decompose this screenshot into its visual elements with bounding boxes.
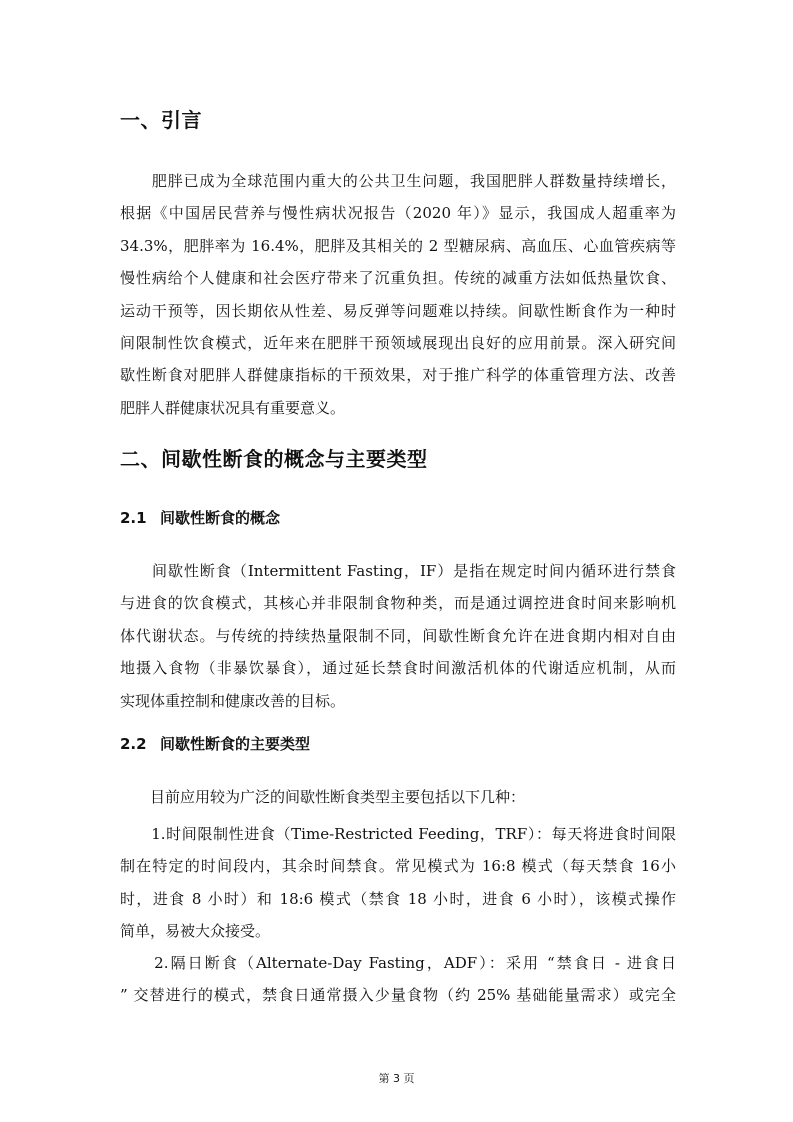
paragraph-line: 简单，易被大众接受。 [120,922,271,941]
section-2-heading: 二、间歇性断食的概念与主要类型 [120,447,428,471]
subsection-number: 2.1 [120,509,147,527]
subsection-number: 2.2 [120,735,147,753]
subsection-2-2-heading [120,733,310,754]
paragraph-line: 肥胖已成为全球范围内重大的公共卫生问题，我国肥胖人群数量持续增长， [120,172,676,190]
paragraph-line: 34.3%，肥胖率为 16.4%，肥胖及其相关的 2 型糖尿病、高血压、心血管疾病等 [120,236,676,255]
type-item-2 [120,947,676,1012]
paragraph-line: 间歇性断食（Intermittent Fasting，IF）是指在规定时间内循环进行禁食 [120,562,676,580]
subsection-2-1-heading [120,507,280,528]
paragraph-line: ” 交替进行的模式，禁食日通常摄入少量食物（约 25% 基础能量需求）或完全 [120,986,676,1005]
paragraph-line: 目前应用较为广泛的间歇性断食类型主要包括以下几种： [120,788,526,806]
paragraph-line: 时，进食 8 小时）和 18:6 模式（禁食 18 小时，进食 6 小时），该模式操作 [120,889,676,908]
paragraph-line: 体代谢状态。与传统的持续热量限制不同，间歇性断食允许在进食期内相对自由 [120,626,676,645]
paragraph-line: 肥胖人群健康状况具有重要意义。 [120,398,346,417]
paragraph-line: 歇性断食对肥胖人群健康指标的干预效果，对于推广科学的体重管理方法、改善 [120,366,676,385]
paragraph-line: 实现体重控制和健康改善的目标。 [120,691,346,710]
type-item-1 [120,818,676,948]
paragraph-line: 地摄入食物（非暴饮暴食），通过延长禁食时间激活机体的代谢适应机制，从而 [120,659,676,678]
section-1-paragraph [120,165,676,424]
subsection-title: 间歇性断食的主要类型 [160,735,311,753]
paragraph-line: 运动干预等，因长期依从性差、易反弹等问题难以持续。间歇性断食作为一种时 [120,301,676,320]
paragraph-line: 间限制性饮食模式，近年来在肥胖干预领域展现出良好的应用前景。深入研究间 [120,333,676,352]
paragraph-line: 慢性病给个人健康和社会医疗带来了沉重负担。传统的减重方法如低热量饮食、 [120,269,676,288]
paragraph-line: 2.隔日断食（Alternate-Day Fasting，ADF）：采用 “禁食日 - 进食日 [120,954,676,972]
paragraph-line: 与进食的饮食模式，其核心并非限制食物种类，而是通过调控进食时间来影响机 [120,594,676,613]
subsection-2-1-paragraph [120,555,676,717]
subsection-title: 间歇性断食的概念 [160,509,281,527]
paragraph-line: 制在特定的时间段内，其余时间禁食。常见模式为 16:8 模式（每天禁食 16小 [120,857,676,876]
paragraph-line: 根据《中国居民营养与慢性病状况报告（2020 年）》显示，我国成人超重率为 [120,204,676,223]
paragraph-line: 1.时间限制性进食（Time-Restricted Feeding，TRF）：每天将进食时间限 [120,825,676,843]
section-1-heading: 一、引言 [120,108,202,132]
page-number: 第 3 页 [378,1072,415,1085]
subsection-2-2-intro [120,781,676,813]
